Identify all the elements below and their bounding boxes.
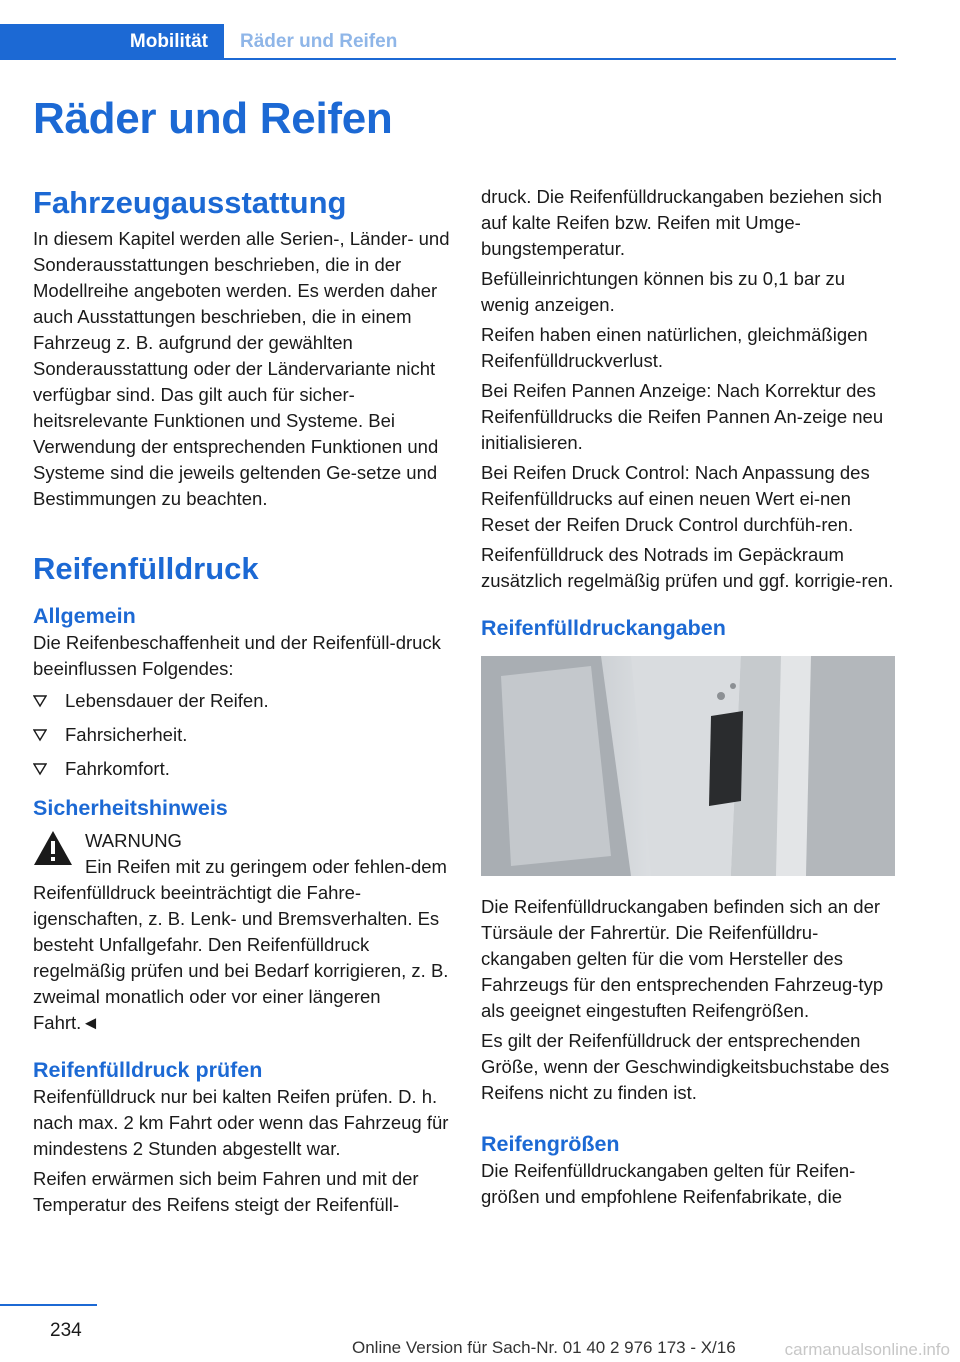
pruefen-text-1: Reifenfülldruck nur bei kalten Reifen prüfen. D. h. nach max. 2 km Fahrt oder wenn das Fahrzeug für mindestens 2 Stunden abgestellt war. — [33, 1086, 449, 1159]
paragraph-pannen-anzeige: Bei Reifen Pannen Anzeige: Nach Korrektur des Reifenfülldrucks die Reifen Pannen An-zeige neu initialisieren. — [481, 380, 884, 453]
subsection-title-reifengroessen: Reifengrößen — [481, 1132, 620, 1156]
paragraph-kalte-reifen: druck. Die Reifenfülldruckangaben beziehen sich auf kalte Reifen bzw. Reifen mit Umge-bungstemperatur. — [481, 186, 883, 259]
online-version-text: Online Version für Sach-Nr. 01 40 2 976 173 - X/16 — [352, 1338, 736, 1357]
list-item — [33, 756, 451, 782]
tab-mobilitaet[interactable]: Mobilität — [0, 24, 224, 60]
section-title-fahrzeugausstattung: Fahrzeugausstattung — [33, 185, 347, 220]
footer-rule — [0, 1304, 97, 1306]
door-pillar-illustration — [481, 656, 895, 876]
allgemein-text: Die Reifenbeschaffenheit und der Reifenfüll-druck beeinflussen Folgendes: — [33, 632, 441, 679]
paragraph-druck-control: Bei Reifen Druck Control: Nach Anpassung des Reifenfülldrucks auf einen neuen Wert ei-nen Reset der Reifen Druck Control durchfüh-ren. — [481, 462, 870, 535]
subsection-title-allgemein: Allgemein — [33, 604, 136, 628]
list-item-text: Fahrsicherheit. — [65, 724, 188, 745]
section-title-reifenfuelldruck: Reifenfülldruck — [33, 551, 259, 586]
watermark-text: carmanualsonline.info — [784, 1340, 950, 1359]
subsection-title-reifenfuelldruck-pruefen: Reifenfülldruck prüfen — [33, 1058, 263, 1082]
page-number: 234 — [50, 1320, 82, 1341]
page-header — [0, 0, 960, 62]
paragraph-angaben-ort: Die Reifenfülldruckangaben befinden sich an der Türsäule der Fahrertür. Die Reifenfülldru-ckangaben gelten für die vom Hersteller des Fahrzeugs für den entsprechenden Fahrzeug-typ als geeignet eingestuften Reifengrößen. — [481, 896, 884, 1021]
page-title: Räder und Reifen — [33, 94, 393, 143]
warning-title: WARNUNG — [85, 830, 182, 851]
page-footer — [0, 1300, 960, 1362]
paragraph-reifengroessen: Die Reifenfülldruckangaben gelten für Reifen-größen und empfohlene Reifenfabrikate, die — [481, 1160, 856, 1207]
header-rule — [224, 58, 896, 60]
paragraph-befuelleinrichtungen: Befülleinrichtungen können bis zu 0,1 bar zu wenig anzeigen. — [481, 268, 846, 315]
paragraph-notrad: Reifenfülldruck des Notrads im Gepäckraum zusätzlich regelmäßig prüfen und ggf. korrigie-ren. — [481, 544, 894, 591]
list-item-text: Lebensdauer der Reifen. — [65, 690, 269, 711]
triangle-bullet-icon — [33, 694, 47, 708]
list-item — [33, 688, 451, 714]
paragraph-druckverlust: Reifen haben einen natürlichen, gleichmäßigen Reifenfülldruckverlust. — [481, 324, 868, 371]
left-column — [33, 184, 451, 1222]
right-column — [481, 184, 895, 1214]
warning-icon — [33, 830, 73, 866]
section-text-fahrzeugausstattung: In diesem Kapitel werden alle Serien-, Länder- und Sonderausstattungen beschrieben, die in der Modellreihe angeboten werden. Es werden daher auch Ausstattungen beschrieben, die in einem Fahrzeug z. B. aufgrund der gewählten Sonderausstattung oder der Ländervariante nicht verfügbar sind. Das gilt auch für sicher-heitsrelevante Funktionen und Systeme. Bei Verwendung der entsprechenden Funktionen und Systeme sind die jeweils geltenden Ge-setze und Bestimmungen zu beachten. — [33, 228, 450, 509]
list-item-text: Fahrkomfort. — [65, 758, 170, 779]
paragraph-geschwindigkeitsbuchstabe: Es gilt der Reifenfülldruck der entsprechenden Größe, wenn der Geschwindigkeitsbuchstabe des Reifens nicht zu finden ist. — [481, 1030, 890, 1103]
warning-box — [33, 828, 451, 1036]
bullet-list — [33, 688, 451, 782]
triangle-bullet-icon — [33, 728, 47, 742]
subsection-title-sicherheitshinweis: Sicherheitshinweis — [33, 796, 228, 820]
tab-raeder-und-reifen[interactable]: Räder und Reifen — [240, 31, 398, 52]
list-item — [33, 722, 451, 748]
triangle-bullet-icon — [33, 762, 47, 776]
warning-text: Ein Reifen mit zu geringem oder fehlen-dem Reifenfülldruck beeinträchtigt die Fahre-igenschaften, z. B. Lenk- und Bremsverhalten. Es besteht Unfallgefahr. Den Reifenfülldruck regelmäßig prüfen und bei Bedarf korrigieren, z. B. zweimal monatlich oder vor einer längeren Fahrt.◄ — [33, 856, 449, 1033]
door-pillar-photo — [481, 656, 895, 876]
pruefen-text-2: Reifen erwärmen sich beim Fahren und mit der Temperatur des Reifens steigt der Reifenfüll- — [33, 1168, 419, 1215]
subsection-title-reifenfuelldruckangaben: Reifenfülldruckangaben — [481, 616, 726, 640]
